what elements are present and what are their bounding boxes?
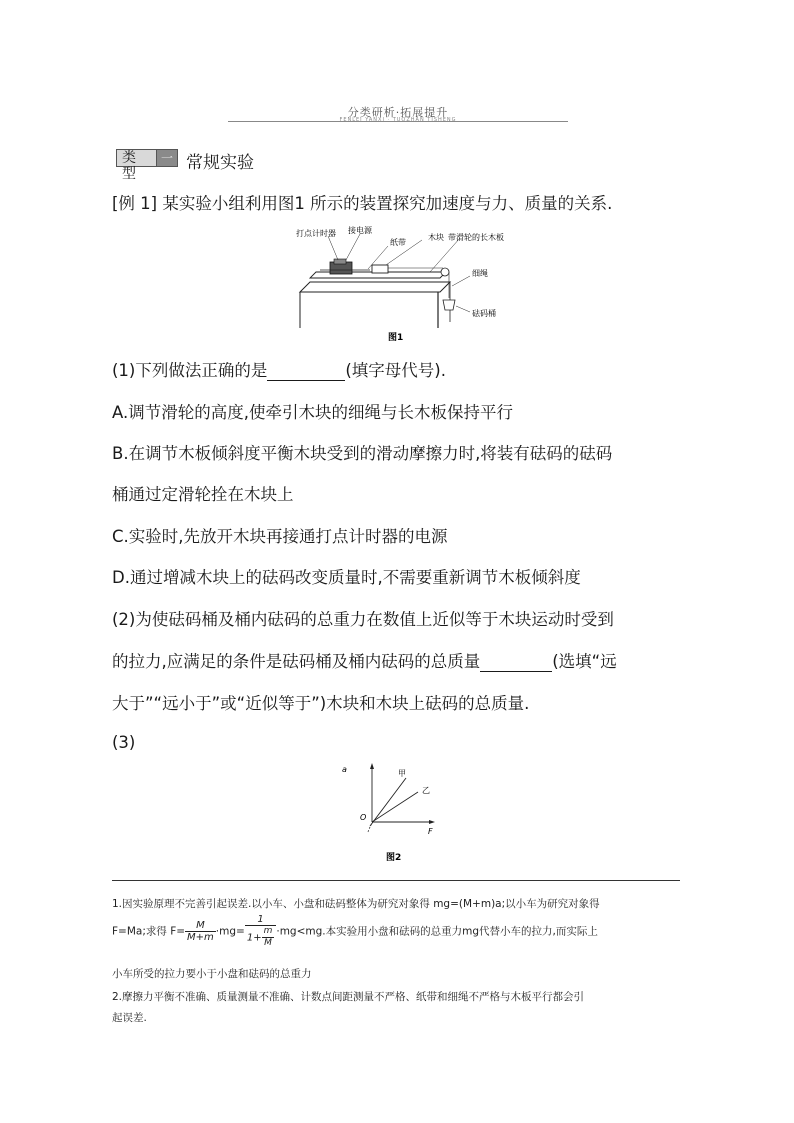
line-jia-extension [368,820,374,832]
type-badge-number: 一 [157,149,178,167]
label-block: 木块 [428,233,444,242]
q1-option-c: C.实验时,先放开木块再接通打点计时器的电源 [112,527,448,546]
page-banner-subtitle: FENLEI YANXI · TUOZHAN TISHENG [339,117,457,123]
section-title: 常规实验 [186,153,254,173]
q2-line2-text: 的拉力,应满足的条件是砝码桶及桶内砝码的总质量 [112,652,481,671]
footnote-1-text-b: ·mg= [215,925,245,938]
banner-divider [228,121,568,122]
footnote-1-line2 [112,914,598,949]
figure-1-apparatus [290,222,510,346]
footnote-2-line1: 2.摩擦力平衡不准确、质量测量不准确、计数点间距测量不严格、纸带和细绳不严格与木板平行都会引 [112,991,585,1003]
q2-line2 [112,648,617,672]
figure-2-caption: 图2 [386,853,402,863]
line-yi-label: 乙 [422,786,430,795]
q1-option-b-line1: B.在调节木板倾斜度平衡木块受到的滑动摩擦力时,将装有砝码的砝码 [112,444,613,463]
figure-2-graph [330,760,450,866]
footnote-1-line1: 1.因实验原理不完善引起误差.以小车、小盘和砝码整体为研究对象得 mg=(M+m)a;以小车为研究对象得 [112,898,600,910]
q1-option-a: A.调节滑轮的高度,使牵引木块的细绳与长木板保持平行 [112,403,513,422]
footnote-2-line2: 起误差. [112,1012,147,1024]
footnote-1-line3: 小车所受的拉力要小于小盘和砝码的总重力 [112,968,312,980]
line-yi [372,792,418,822]
line-jia-label: 甲 [398,769,406,778]
q1-stem [112,357,446,381]
line-jia [370,778,406,826]
origin-label: O [360,813,367,822]
label-bucket: 砝码桶 [472,309,496,318]
label-power: 接电源 [348,226,372,235]
label-timer: 打点计时器 [296,229,336,238]
axis-y-label: a [342,765,347,774]
label-tape: 纸带 [390,238,406,247]
page-banner: 分类研析·拓展提升 [347,106,449,119]
q2-line3: 大于”“远小于”或“近似等于”)木块和木块上砝码的总质量. [112,694,530,713]
table-top [300,282,450,292]
footnote-1-text-a: F=Ma;求得 F= [112,925,186,938]
figure-1-caption: 图1 [388,333,404,343]
footnote-1-text-c: ·mg<mg.本实验用小盘和砝码的总重力mg代替小车的拉力,而实际上 [276,925,598,938]
q1-stem-text: (1)下列做法正确的是 [112,361,268,380]
q1-stem-tail: (填字母代号). [345,361,446,380]
type-badge-label: 类型 [116,149,157,167]
q1-option-d: D.通过增减木块上的砝码改变质量时,不需要重新调节木板倾斜度 [112,568,581,587]
fraction-one-over-sum: 1 1+ $\frac{m}{M}$ [245,914,277,949]
q2-answer-blank[interactable] [480,652,552,672]
weight-bucket [443,300,455,310]
fraction-m-over-m-plus-m: $\frac{M}{M+m}$ [187,920,214,943]
q3-label: (3) [112,733,136,752]
q2-line2-tail: (选填“远 [552,652,617,671]
footnote-divider [112,880,680,881]
q1-answer-blank[interactable] [267,361,345,381]
type-badge [116,149,178,182]
wood-block [372,265,388,273]
example-intro: [例 1] 某实验小组利用图1 所示的装置探究加速度与力、质量的关系. [112,194,613,213]
label-board: 带滑轮的长木板 [448,233,504,242]
axis-x-label: F [428,827,433,836]
q1-option-b-line2: 桶通过定滑轮拴在木块上 [112,485,294,504]
label-rope: 细绳 [472,269,488,278]
pulley [441,268,449,276]
q2-line1: (2)为使砝码桶及桶内砝码的总重力在数值上近似等于木块运动时受到 [112,610,614,629]
